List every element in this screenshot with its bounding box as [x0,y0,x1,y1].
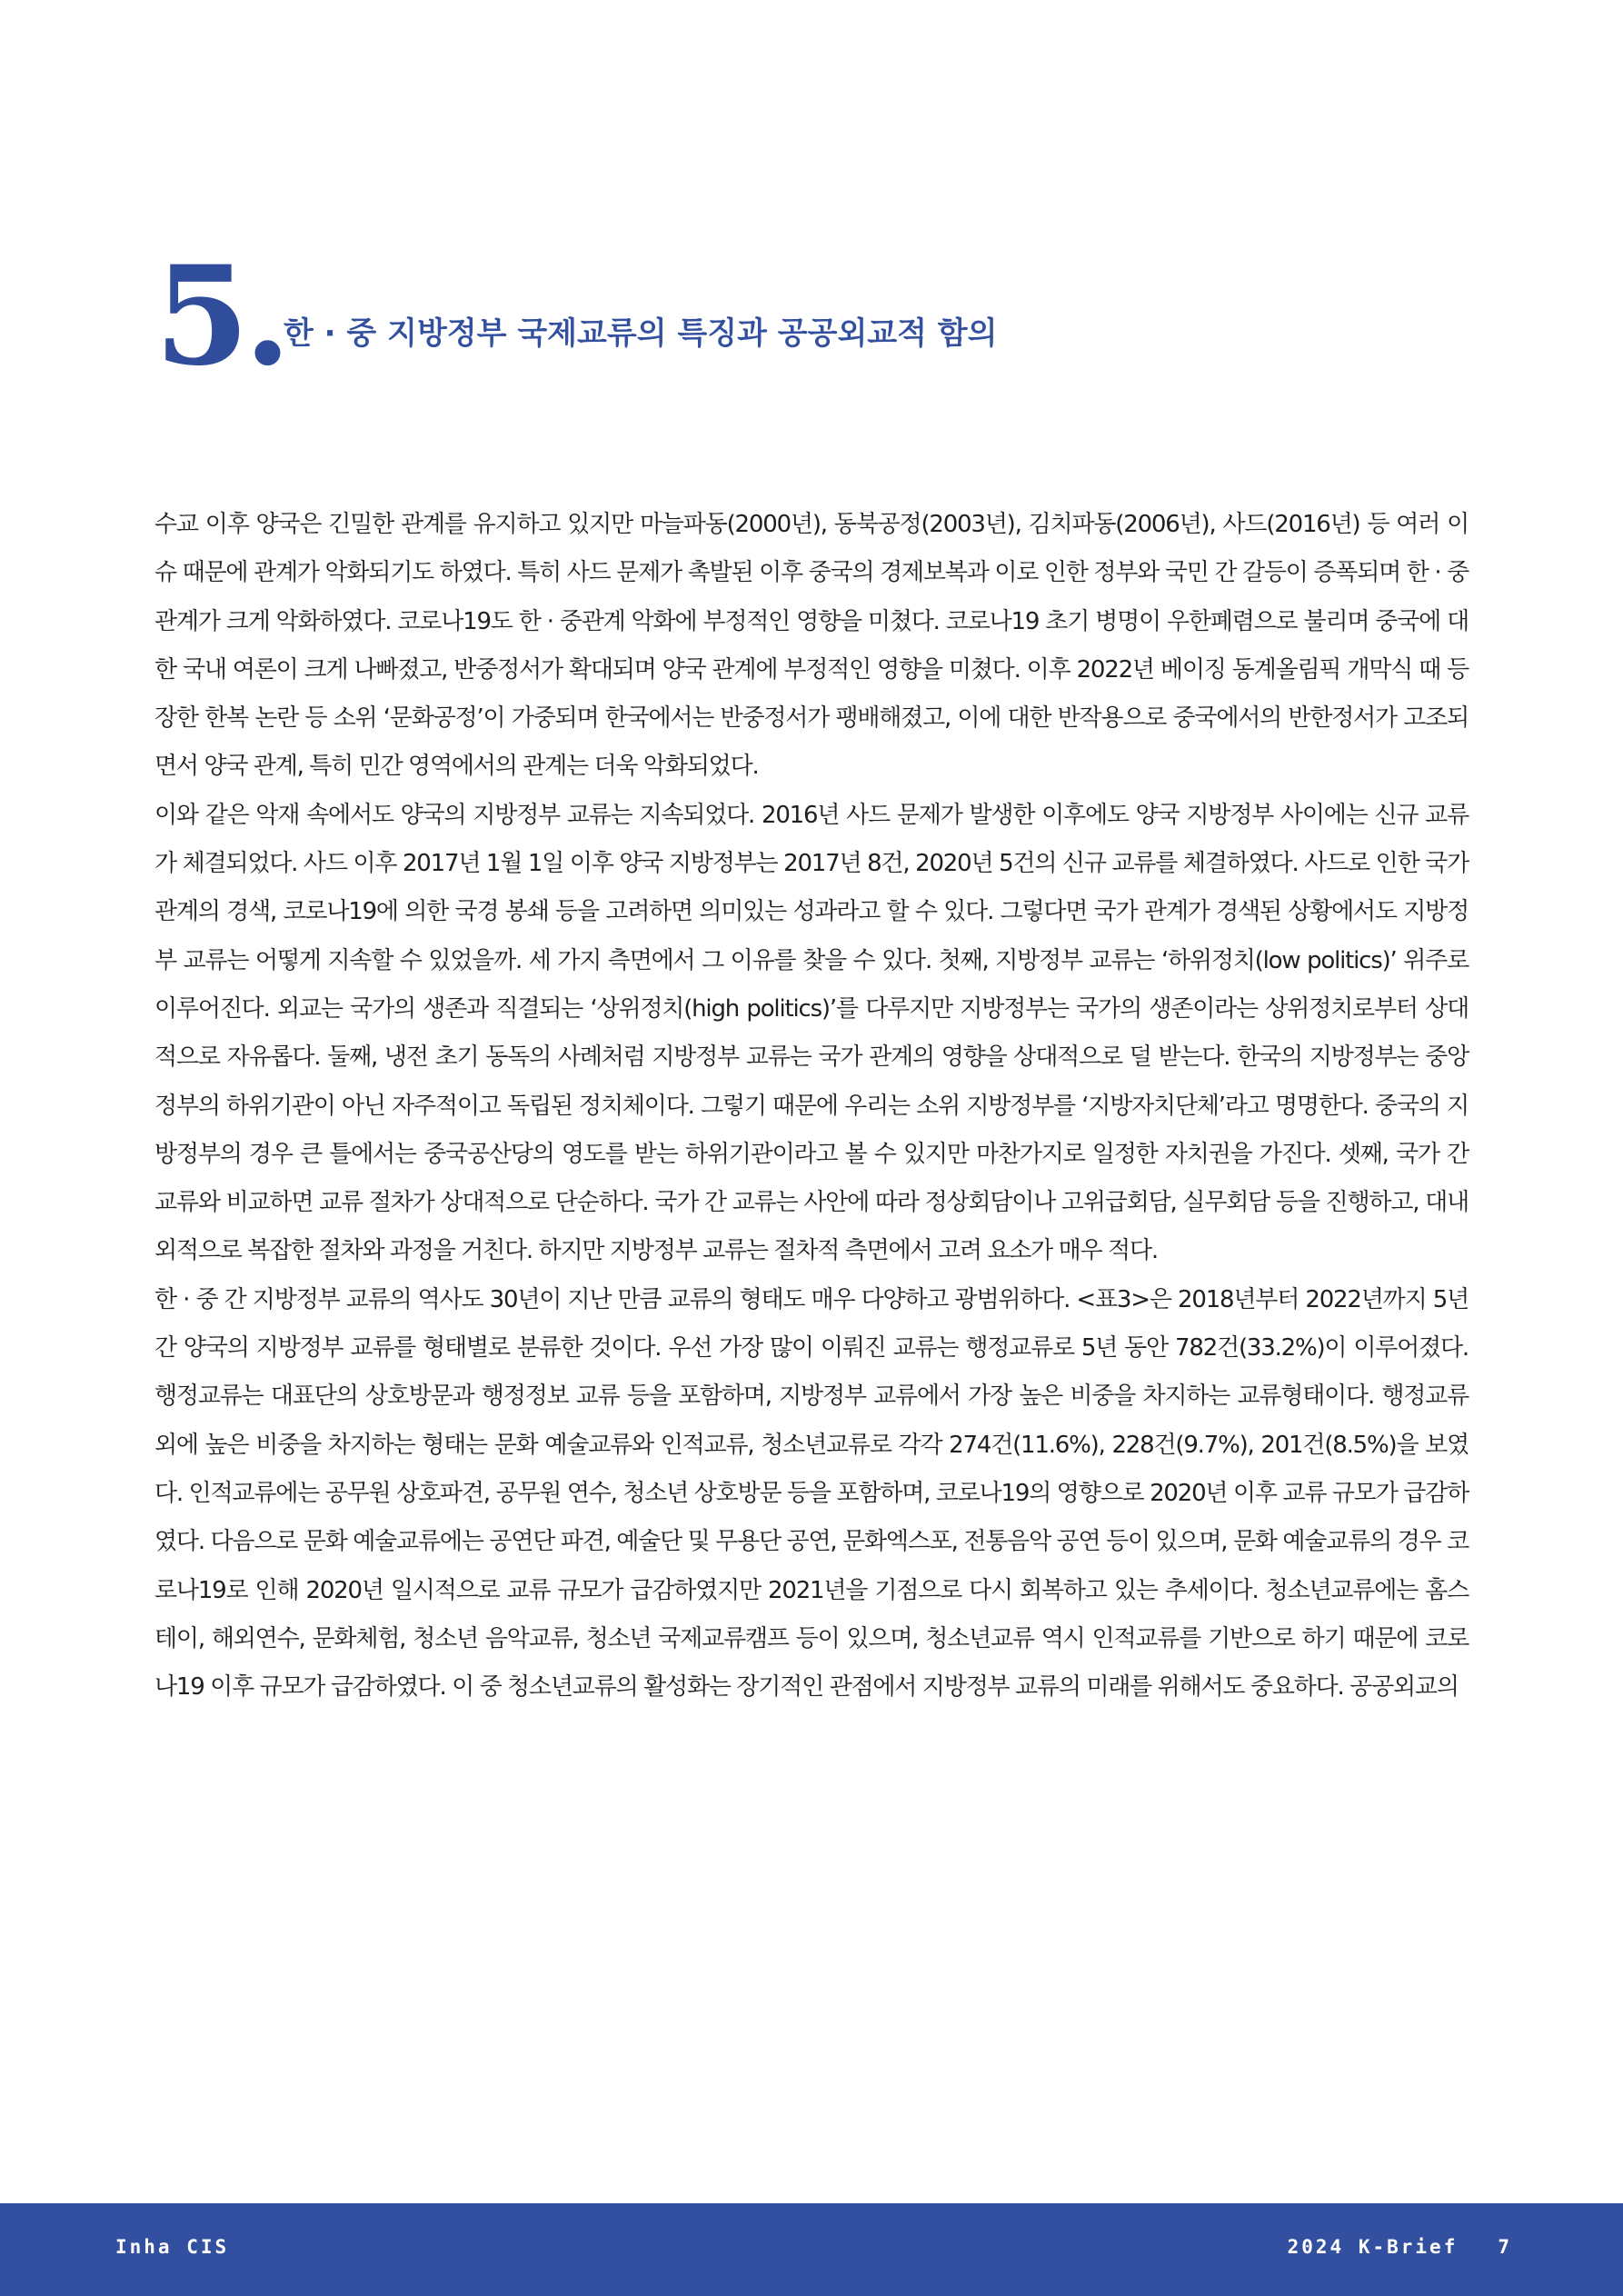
section-header [154,236,1472,396]
page-number: 7 [1498,2236,1512,2258]
body-text [154,501,1469,1712]
paragraph-1: 수교 이후 양국은 긴밀한 관계를 유지하고 있지만 마늘파동(2000년), 동북공정(2003년), 김치파동(2006년), 사드(2016년) 등 여러 이슈 때문에 관계가 악화되기도 하였다. 특히 사드 문제가 촉발된 이후 중국의 경제보복과 이로 인한 정부와 국민 간 갈등이 증폭되며 한 · 중관계가 크게 악화하였다. 코로나19도 한 · 중관계 악화에 부정적인 영향을 미쳤다. 코로나19 초기 병명이 우한폐렴으로 불리며 중국에 대한 국내 여론이 크게 나빠졌고, 반중정서가 확대되며 양국 관계에 부정적인 영향을 미쳤다. 이후 2022년 베이징 동계올림픽 개막식 때 등장한 한복 논란 등 소위 ‘문화공정’이 가중되며 한국에서는 반중정서가 팽배해졌고, 이에 대한 반작용으로 중국에서의 반한정서가 고조되면서 양국 관계, 특히 민간 영역에서의 관계는 더욱 악화되었다. [154,511,1469,781]
footer-bar [0,2203,1623,2296]
paragraph-2: 이와 같은 악재 속에서도 양국의 지방정부 교류는 지속되었다. 2016년 사드 문제가 발생한 이후에도 양국 지방정부 사이에는 신규 교류가 체결되었다. 사드 이후 2017년 1월 1일 이후 양국 지방정부는 2017년 8건, 2020년 5건의 신규 교류를 체결하였다. 사드로 인한 국가 관계의 경색, 코로나19에 의한 국경 봉쇄 등을 고려하면 의미있는 성과라고 할 수 있다. 그렇다면 국가 관계가 경색된 상황에서도 지방정부 교류는 어떻게 지속할 수 있었을까. 세 가지 측면에서 그 이유를 찾을 수 있다. 첫째, 지방정부 교류는 ‘하위정치(low politics)’ 위주로 이루어진다. 외교는 국가의 생존과 직결되는 ‘상위정치(high politics)’를 다루지만 지방정부는 국가의 생존이라는 상위정치로부터 상대적으로 자유롭다. 둘째, 냉전 초기 동독의 사례처럼 지방정부 교류는 국가 관계의 영향을 상대적으로 덜 받는다. 한국의 지방정부는 중앙정부의 하위기관이 아닌 자주적이고 독립된 정치체이다. 그렇기 때문에 우리는 소위 지방정부를 ‘지방자치단체’라고 명명한다. 중국의 지방정부의 경우 큰 틀에서는 중국공산당의 영도를 받는 하위기관이라고 볼 수 있지만 마찬가지로 일정한 자치권을 가진다. 셋째, 국가 간 교류와 비교하면 교류 절차가 상대적으로 단순하다. 국가 간 교류는 사안에 따라 정상회담이나 고위급회담, 실무회담 등을 진행하고, 대내외적으로 복잡한 절차와 과정을 거친다. 하지만 지방정부 교류는 절차적 측면에서 고려 요소가 매우 적다. [154,801,1469,1265]
section-number: 5. [154,236,286,396]
paragraph-3: 한 · 중 간 지방정부 교류의 역사도 30년이 지난 만큼 교류의 형태도 매우 다양하고 광범위하다. <표3>은 2018년부터 2022년까지 5년 간 양국의 지방정부 교류를 형태별로 분류한 것이다. 우선 가장 많이 이뤄진 교류는 행정교류로 5년 동안 782건(33.2%)이 이루어졌다. 행정교류는 대표단의 상호방문과 행정정보 교류 등을 포함하며, 지방정부 교류에서 가장 높은 비중을 차지하는 교류형태이다. 행정교류 외에 높은 비중을 차지하는 형태는 문화 예술교류와 인적교류, 청소년교류로 각각 274건(11.6%), 228건(9.7%), 201건(8.5%)을 보였다. 인적교류에는 공무원 상호파견, 공무원 연수, 청소년 상호방문 등을 포함하며, 코로나19의 영향으로 2020년 이후 교류 규모가 급감하였다. 다음으로 문화 예술교류에는 공연단 파견, 예술단 및 무용단 공연, 문화엑스포, 전통음악 공연 등이 있으며, 문화 예술교류의 경우 코로나19로 인해 2020년 일시적으로 교류 규모가 급감하였지만 2021년을 기점으로 다시 회복하고 있는 추세이다. 청소년교류에는 홈스테이, 해외연수, 문화체험, 청소년 음악교류, 청소년 국제교류캠프 등이 있으며, 청소년교류 역시 인적교류를 기반으로 하기 때문에 코로나19 이후 규모가 급감하였다. 이 중 청소년교류의 활성화는 장기적인 관점에서 지방정부 교류의 미래를 위해서도 중요하다. 공공외교의 [154,1285,1469,1702]
footer-info [1288,2236,1512,2258]
section-title: 한 · 중 지방정부 국제교류의 특징과 공공외교적 함의 [284,315,998,352]
footer-publication-title: 2024 K-Brief [1287,2236,1459,2258]
footer-publisher: Inha CIS [115,2236,230,2258]
